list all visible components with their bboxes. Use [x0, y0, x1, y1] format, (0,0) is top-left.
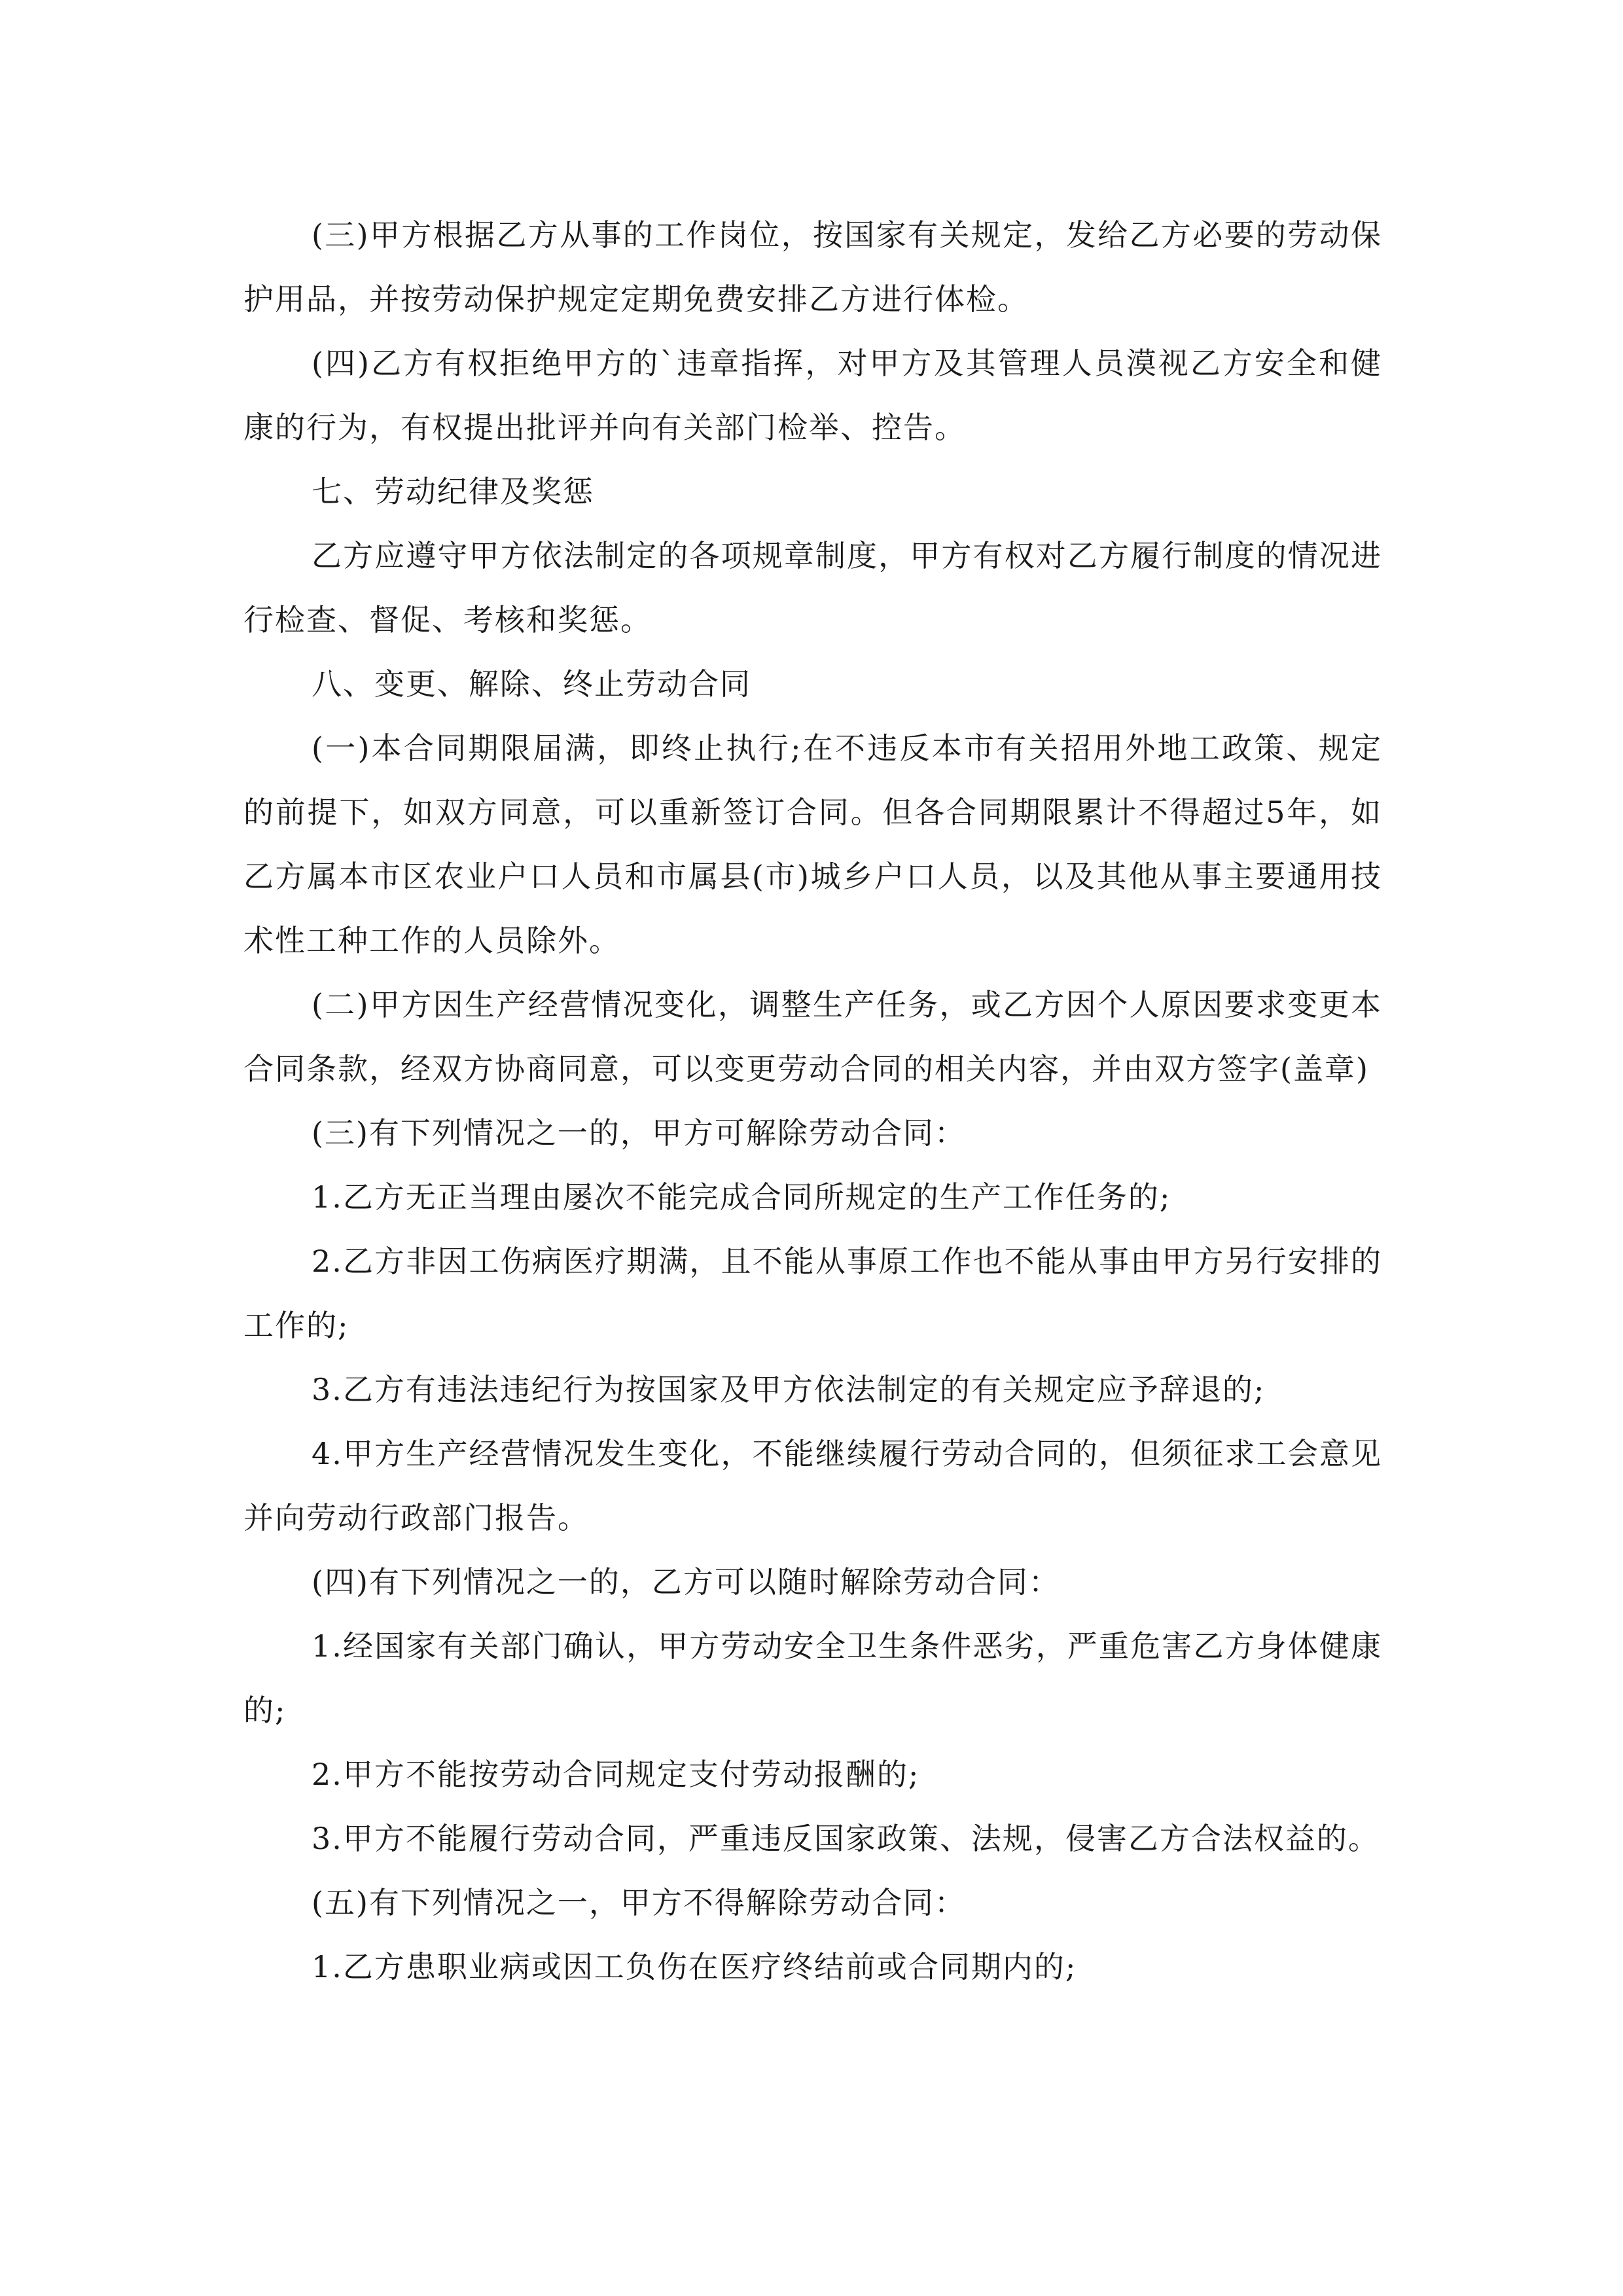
clause-5-no-termination: (五)有下列情况之一，甲方不得解除劳动合同：	[312, 1885, 966, 1920]
list-item: 1.乙方无正当理由屡次不能完成合同所规定的生产工作任务的;	[312, 1179, 1171, 1215]
section-heading-contract-change: 八、变更、解除、终止劳动合同	[312, 666, 751, 702]
clause-3-employer-termination: (三)有下列情况之一的，甲方可解除劳动合同：	[312, 1115, 966, 1151]
list-item: 3.甲方不能履行劳动合同，严重违反国家政策、法规，侵害乙方合法权益的。	[312, 1821, 1380, 1856]
clause-3-protective-equipment: (三)甲方根据乙方从事的工作岗位，按国家有关规定，发给乙方必要的劳动保护用品，并按劳动保护规定定期免费安排乙方进行体检。	[243, 217, 1382, 317]
document-body	[243, 203, 1382, 1999]
list-item: 1.乙方患职业病或因工负伤在医疗终结前或合同期内的;	[312, 1949, 1077, 1984]
discipline-paragraph: 乙方应遵守甲方依法制定的各项规章制度，甲方有权对乙方履行制度的情况进行检查、督促、考核和奖惩。	[243, 538, 1382, 637]
list-item: 3.乙方有违法违纪行为按国家及甲方依法制定的有关规定应予辞退的;	[312, 1372, 1266, 1407]
list-item: 4.甲方生产经营情况发生变化，不能继续履行劳动合同的，但须征求工会意见并向劳动行政部门报告。	[243, 1436, 1382, 1535]
clause-4-employee-termination: (四)有下列情况之一的，乙方可以随时解除劳动合同：	[312, 1564, 1060, 1600]
list-item: 2.甲方不能按劳动合同规定支付劳动报酬的;	[312, 1757, 920, 1792]
clause-2-contract-modification: (二)甲方因生产经营情况变化，调整生产任务，或乙方因个人原因要求变更本合同条款，经双方协商同意，可以变更劳动合同的相关内容，并由双方签字(盖章)	[243, 987, 1382, 1086]
clause-1-contract-expiry: (一)本合同期限届满，即终止执行;在不违反本市有关招用外地工政策、规定的前提下，如双方同意，可以重新签订合同。但各合同期限累计不得超过5年，如乙方属本市区农业户口人员和市属县(市)城乡户口人员，以及其他从事主要通用技术性工种工作的人员除外。	[243, 730, 1382, 958]
clause-4-refuse-violations: (四)乙方有权拒绝甲方的`违章指挥，对甲方及其管理人员漠视乙方安全和健康的行为，有权提出批评并向有关部门检举、控告。	[243, 346, 1382, 445]
list-item: 1.经国家有关部门确认，甲方劳动安全卫生条件恶劣，严重危害乙方身体健康的;	[243, 1628, 1382, 1728]
section-heading-discipline: 七、劳动纪律及奖惩	[312, 474, 594, 509]
list-item: 2.乙方非因工伤病医疗期满，且不能从事原工作也不能从事由甲方另行安排的工作的;	[243, 1244, 1382, 1343]
